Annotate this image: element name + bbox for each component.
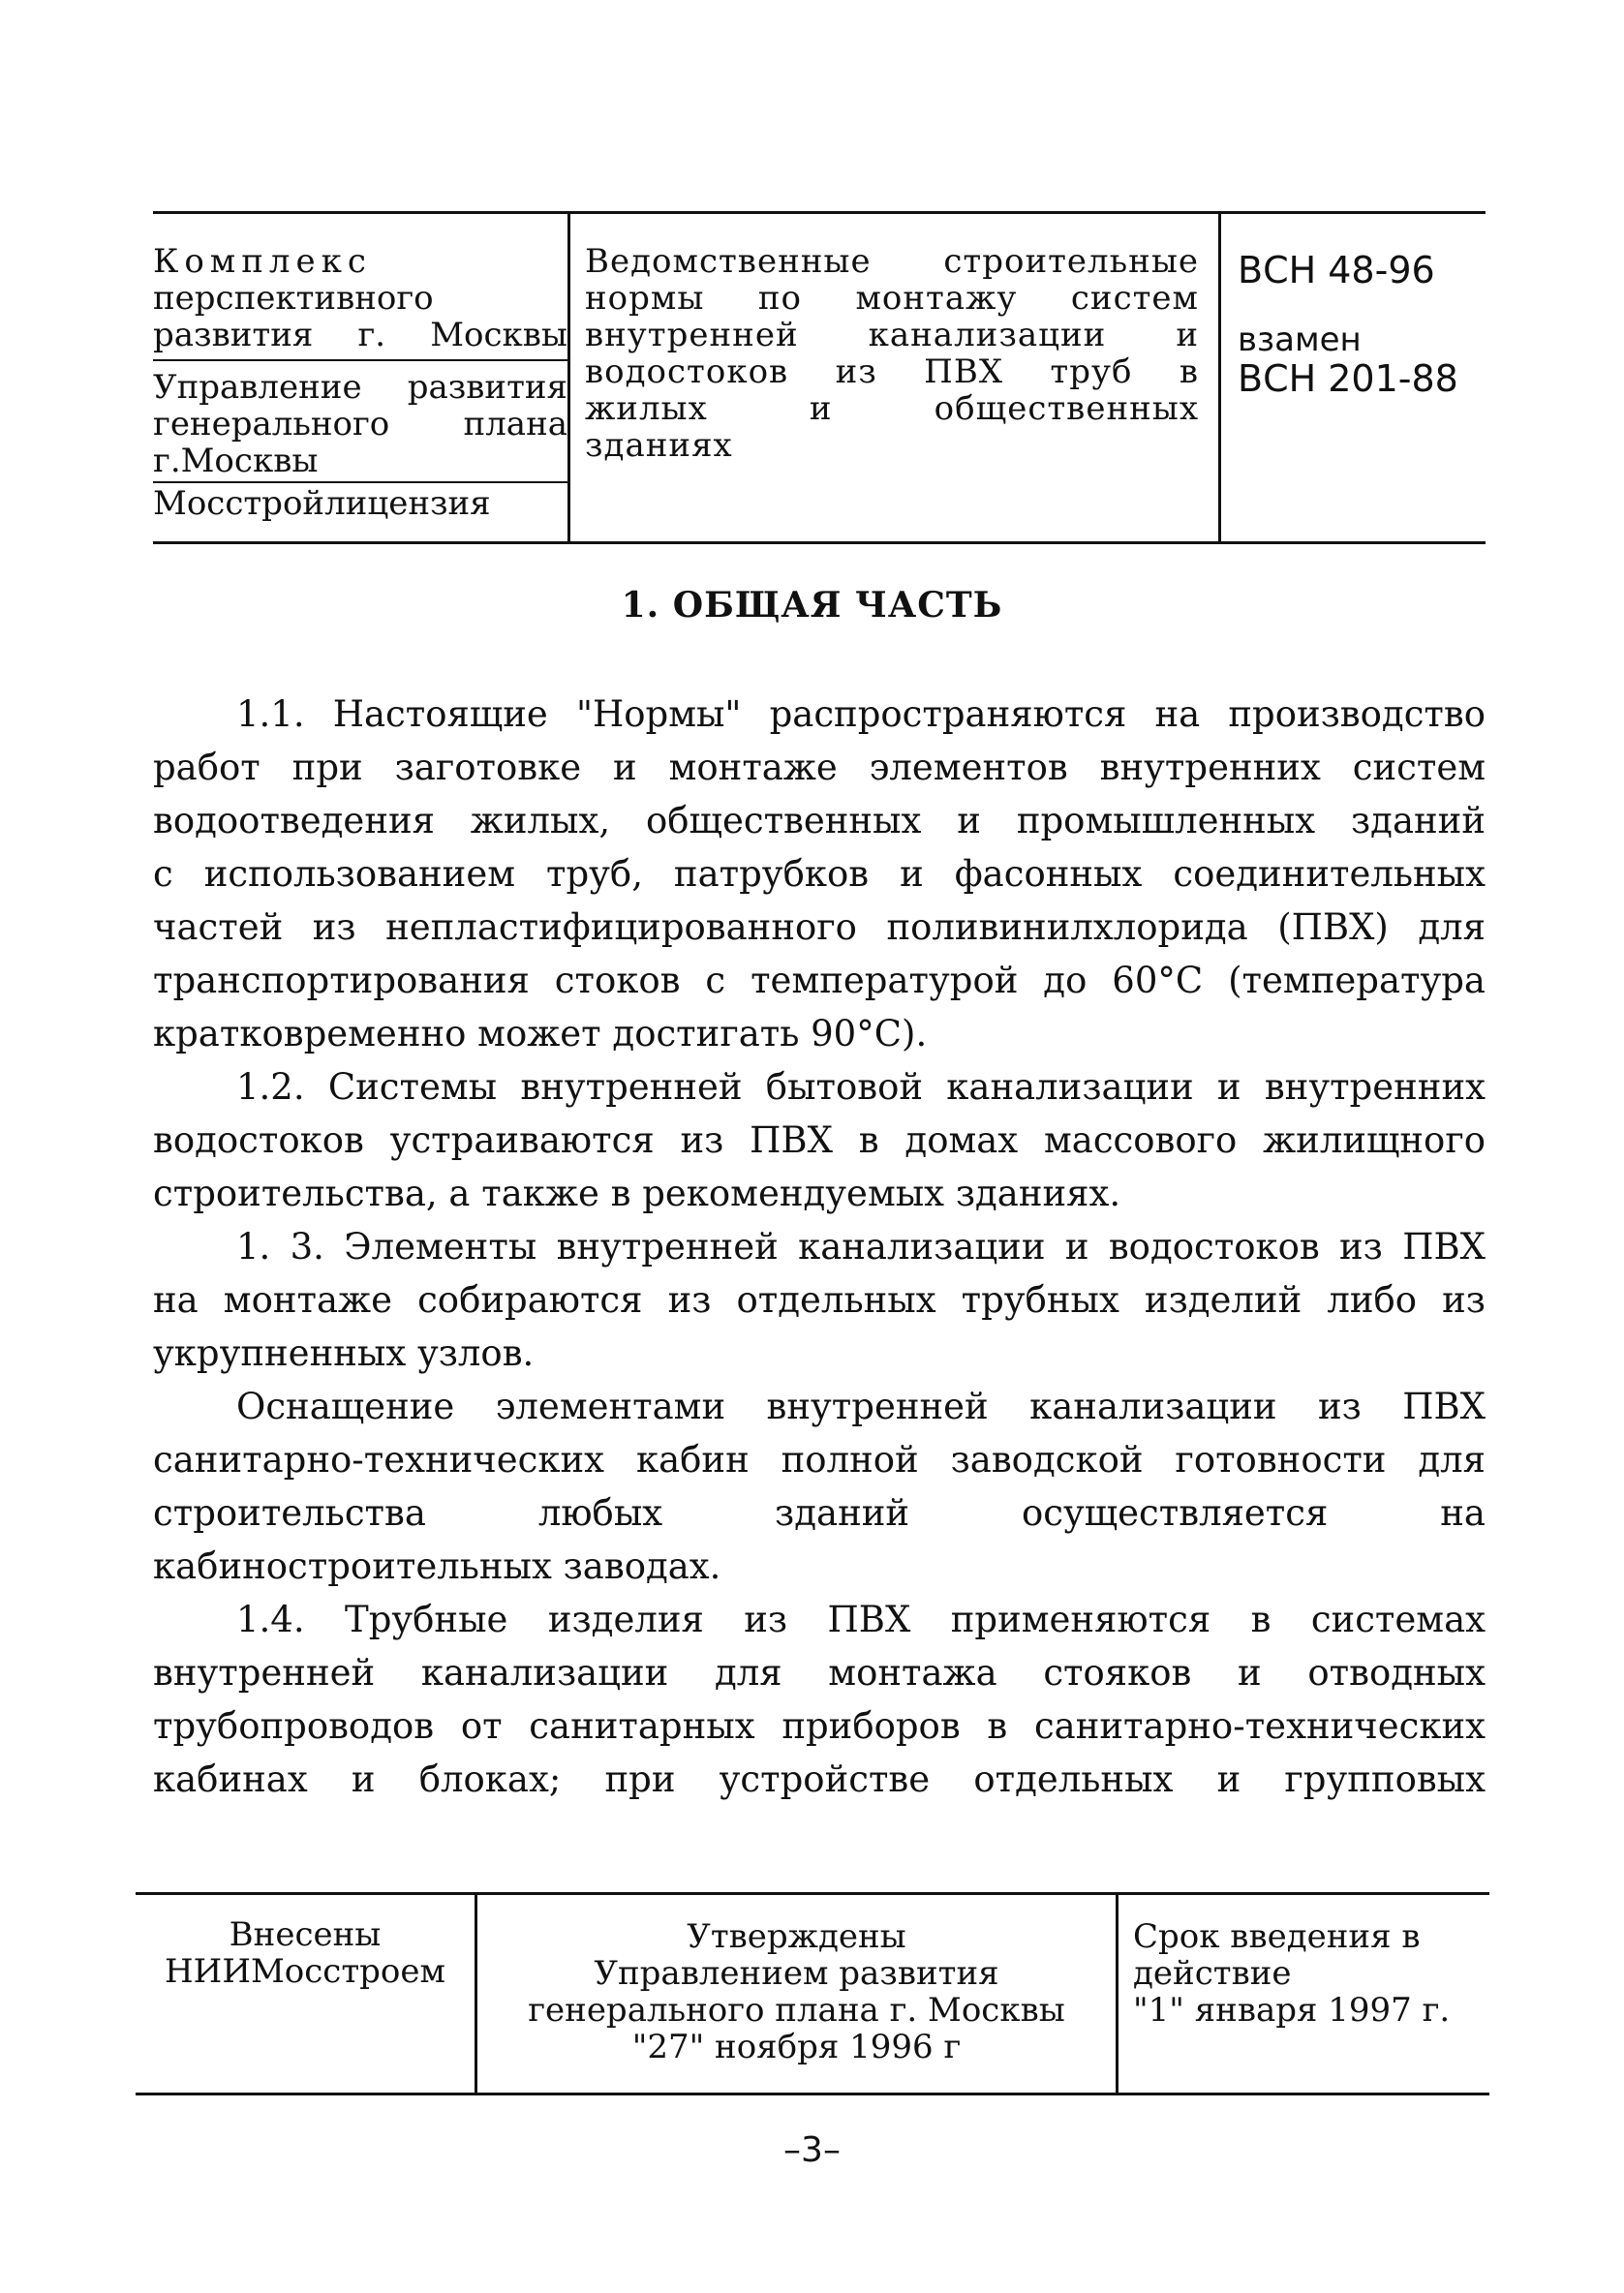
footer-introduced-by <box>136 1916 475 1990</box>
footer-approved-by <box>477 1918 1116 2065</box>
title-line: внутренней канализации и <box>585 316 1199 354</box>
org2-line: генерального плана <box>153 405 567 443</box>
footer-effective-date <box>1133 1918 1489 2029</box>
org-separator <box>153 481 567 483</box>
replaces-label: взамен <box>1238 321 1362 359</box>
header-divider-2 <box>1218 214 1221 541</box>
text-line: 1. 3. Элементы внутренней канализации и водостоков из ПВХ <box>236 1226 1486 1268</box>
footer-line: Внесены <box>229 1915 382 1954</box>
text-line: укрупненных узлов. <box>153 1332 535 1374</box>
text-line: с использованием труб, патрубков и фасонных соединительных <box>153 853 1486 895</box>
footer-line: генерального плана г. Москвы <box>528 1991 1065 2030</box>
section-title: 1. ОБЩАЯ ЧАСТЬ <box>621 585 1003 626</box>
text-line: строительства, а также в рекомендуемых зданиях. <box>153 1173 1121 1214</box>
text-line: кабиностроительных заводах. <box>153 1545 721 1587</box>
replaced-code: ВСН 201-88 <box>1238 357 1458 400</box>
text-line: Оснащение элементами внутренней канализации из ПВХ <box>236 1386 1486 1427</box>
body-text <box>153 688 1486 1806</box>
footer-line: Срок введения в <box>1133 1917 1421 1956</box>
text-line: водостоков устраиваются из ПВХ в домах массового жилищного <box>153 1119 1486 1161</box>
paragraph-1-1 <box>153 688 1486 1060</box>
text-line: 1.4. Трубные изделия из ПВХ применяются в системах <box>236 1599 1486 1640</box>
text-line: на монтаже собираются из отдельных трубных изделий либо из <box>153 1279 1486 1321</box>
org2-line: Управление развития <box>153 368 567 407</box>
header-document-title <box>585 243 1199 464</box>
paragraph-1-4 <box>153 1593 1486 1806</box>
title-line: зданиях <box>585 426 733 465</box>
org2-line: г.Москвы <box>153 442 319 480</box>
org-line: перспективного <box>153 279 434 318</box>
paragraph-1-2 <box>153 1060 1486 1220</box>
title-line: жилых и общественных <box>585 389 1199 428</box>
text-line: водоотведения жилых, общественных и промышленных зданий <box>153 800 1486 841</box>
footer-table <box>136 1892 1489 2095</box>
footer-line: действие <box>1133 1954 1292 1993</box>
text-line: 1.1. Настоящие "Нормы" распространяются на производство <box>236 693 1486 735</box>
text-line: внутренней канализации для монтажа стояков и отводных <box>153 1652 1486 1694</box>
header-table <box>153 211 1486 544</box>
text-line: санитарно-технических кабин полной заводской готовности для <box>153 1439 1486 1481</box>
text-line: кратковременно может достигать 90°С). <box>153 1013 928 1055</box>
org-line: развития г. Москвы <box>153 316 567 354</box>
text-line: строительства любых зданий осуществляется на <box>153 1492 1486 1534</box>
text-line: трубопроводов от санитарных приборов в санитарно-технических <box>153 1705 1486 1747</box>
paragraph-1-3-cont <box>153 1380 1486 1593</box>
footer-line: Управлением развития <box>594 1954 999 1993</box>
text-line: 1.2. Системы внутренней бытовой канализации и внутренних <box>236 1066 1486 1108</box>
text-line: транспортирования стоков с температурой до 60°С (температура <box>153 960 1486 1001</box>
org-line: Комплекс <box>153 242 372 281</box>
org-separator <box>153 359 567 361</box>
document-code: ВСН 48-96 <box>1238 249 1435 291</box>
title-line: нормы по монтажу систем <box>585 279 1199 318</box>
footer-line: "27" ноября 1996 г <box>631 2028 962 2066</box>
header-code-cell <box>1238 249 1486 400</box>
page-number: –3– <box>783 2130 841 2170</box>
title-line: водостоков из ПВХ труб в <box>585 352 1199 391</box>
footer-line: НИИМосстроем <box>165 1952 445 1991</box>
paragraph-1-3 <box>153 1220 1486 1380</box>
org3-line: Мосстройлицензия <box>153 484 491 523</box>
title-line: Ведомственные строительные <box>585 242 1199 281</box>
footer-divider-2 <box>1116 1895 1118 2093</box>
footer-line: Утверждены <box>687 1917 906 1956</box>
footer-line: "1" января 1997 г. <box>1133 1991 1451 2030</box>
text-line: частей из непластифицированного поливинилхлорида (ПВХ) для <box>153 906 1486 948</box>
text-line: кабинах и блоках; при устройстве отдельных и групповых <box>153 1758 1486 1800</box>
header-divider-1 <box>567 214 570 541</box>
header-organization-cell <box>153 243 567 522</box>
text-line: работ при заготовке и монтаже элементов внутренних систем <box>153 747 1486 788</box>
